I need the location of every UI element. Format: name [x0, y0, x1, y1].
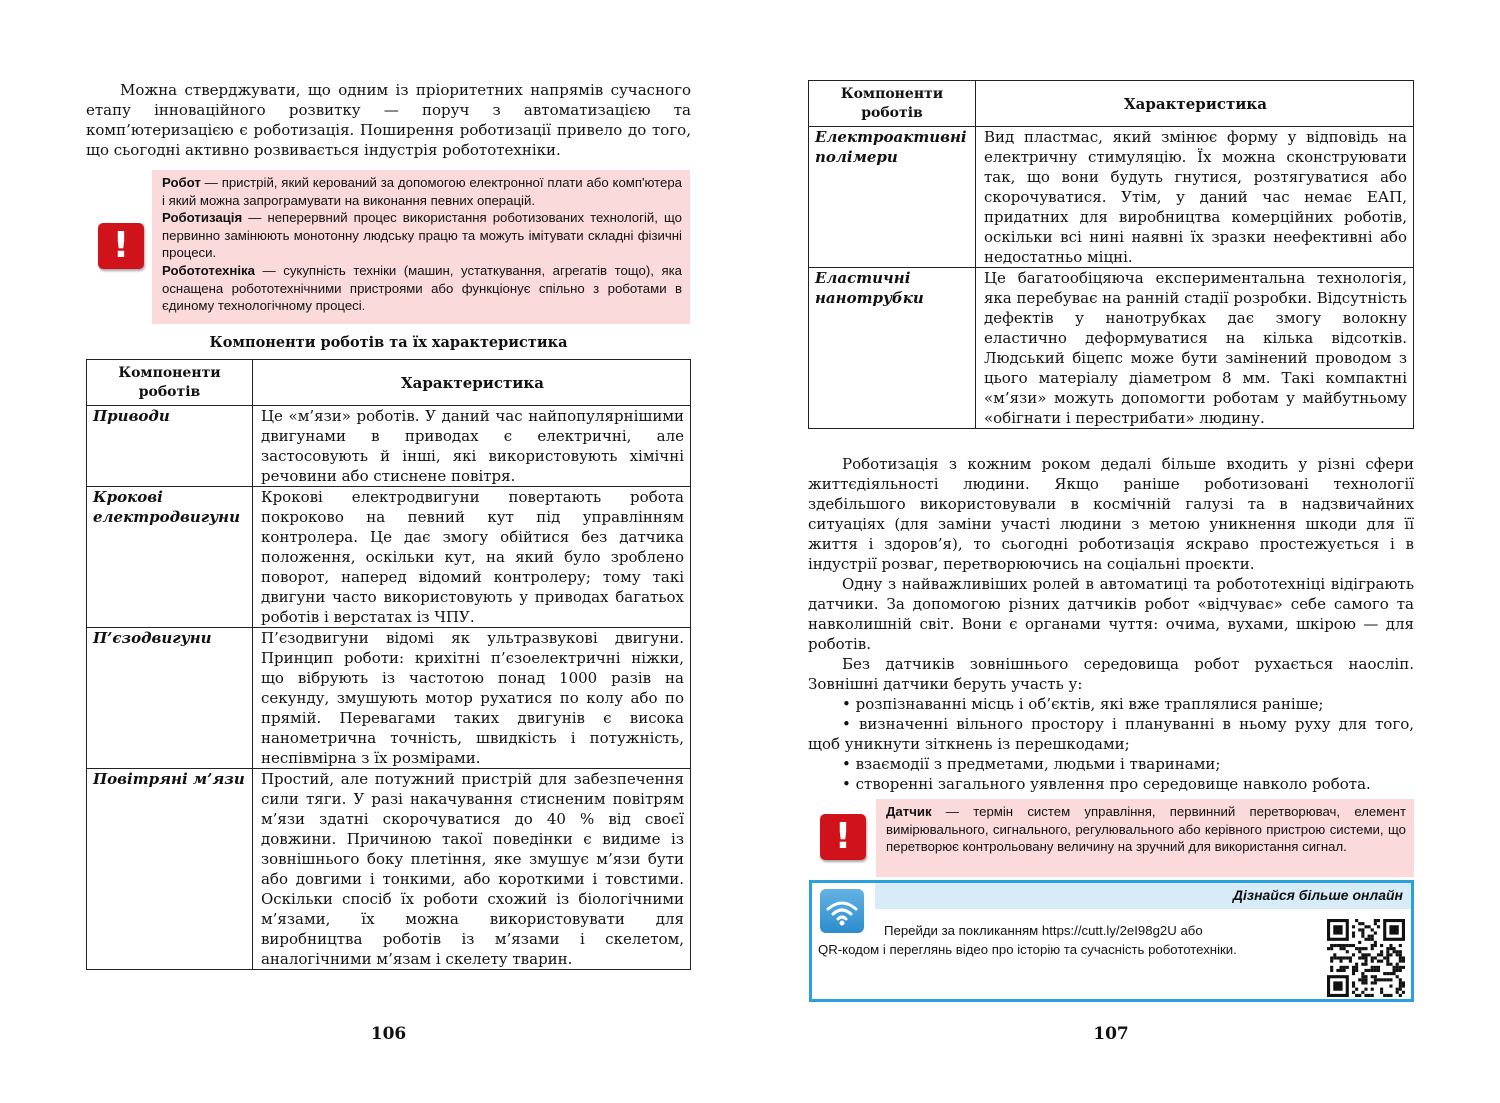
row-description: Це багатообіцяюча експериментальна технологія, яка перебуває на ранній стадії розробки. Відсутність дефектів у нанотрубках дає змогу волокну еластично деформуватися на кілька відсотків. Людський біцепс може бути замінений проводом з цього матеріалу діаметром 8 мм. Такі компактні «м’язи» можуть допомогти роботам у майбутньому «обігнати і перестрибати» людину. [975, 268, 1413, 429]
table-row [87, 628, 691, 769]
row-description: П’єзодвигуни відомі як ультразвукові двигуни. Принцип роботи: крихітні п’єзоелектричні ніжки, що вібрують із частотою понад 1000 разів на секунду, змушують мотор рухатися по колу або по прямій. Перевагами таких двигунів є висока нанометрична точність, швидкість і потужність, неспівмірна з їх розмірами. [252, 628, 690, 769]
header-components: Компоненти роботів [87, 360, 253, 406]
row-name: Еластичні нанотрубки [809, 268, 976, 429]
online-link-line[interactable]: Перейди за покликанням https://cutt.ly/2eI98g2U або [884, 923, 1203, 938]
definition-robotics: Робототехніка — сукупність техніки (машин, устаткування, агрегатів тощо), яка оснащена робототехнічними пристроями або функціонує спільно з роботами в єдиному технологічному процесі. [162, 262, 682, 314]
exclamation-icon [98, 223, 144, 269]
exclamation-icon [820, 814, 866, 860]
row-name: П’єзодвигуни [87, 628, 253, 769]
online-title: Дізнайся більше онлайн [1232, 887, 1403, 903]
row-description: Простий, але потужний пристрій для забезпечення сили тяги. У разі накачування стисненим повітрям м’язи здатні скорочуватися до 40 % від своєї довжини. Причиною такої поведінки є видиме із зовнішнього боку плетіння, яке змушує м’язи бути або довгими і тонкими, або короткими і товстими. Оскільки спосіб їх роботи схожий із біологічними м’язами, їх можна використовувати для виробництва роботів із м’язами і скелетом, аналогічними м’язам і скелету тварин. [252, 769, 690, 970]
paragraph-external-sensors: Без датчиків зовнішнього середовища робот рухається наосліп. Зовнішні датчики беруть участь у: [808, 655, 1414, 693]
row-description: Крокові електродвигуни повертають робота покроково на певний кут під управлінням контролера. Це дає змогу обійтися без датчика положення, оскільки кут, на який було зроблено поворот, наперед відомий контролеру; тому такі двигуни часто використовують у приводах багатьох роботів і верстатах із ЧПУ. [252, 487, 690, 628]
paragraph-sensors: Одну з найважливіших ролей в автоматиці та робототехніці відіграють датчики. За допомогою різних датчиків робот «відчуває» себе самого та навколишній світ. Вони є органами чуття: очима, вухами, шкірою — для роботів. [808, 575, 1414, 653]
row-description: Вид пластмас, який змінює форму у відповідь на електричну стимуляцію. Їх можна сконструювати так, що вони будуть гнутися, розтягуватися або скорочуватися. Утім, у даний час немає ЕАП, придатних для виробництва комерційних роботів, оскільки всі нині наявні їх зразки неефективні або недостатньо міцні. [975, 127, 1413, 268]
definition-box [152, 170, 690, 324]
components-table-right [808, 80, 1414, 429]
row-name: Повітряні м’язи [87, 769, 253, 970]
header-characteristics: Характеристика [975, 81, 1413, 127]
table-row [87, 406, 691, 487]
paragraph-robotization: Роботизація з кожним роком дедалі більше входить у різні сфери життєдіяльності людини. Якщо раніше роботизовані технології здебільшого використовували в космічній галузі та в надзвичайних ситуаціях (для заміни участі людини з метою уникнення шкоди для її життя і здоров’я), то сьогодні роботизація яскраво простежується і в індустрії розваг, перетворюючись на соціальні проєкти. [808, 455, 1414, 573]
bullet-item: • взаємодії з предметами, людьми і тваринами; [842, 755, 1221, 773]
header-components: Компоненти роботів [809, 81, 976, 127]
row-name: Крокові електродвигуни [87, 487, 253, 628]
definition-robot: Робот — пристрій, який керований за допомогою електронної плати або комп'ютера і який можна запрограмувати на виконання певних операцій. [162, 175, 682, 208]
table-row [809, 268, 1414, 429]
online-text-line: QR-кодом і переглянь відео про історію та сучасність робототехніки. [818, 942, 1237, 957]
table-row [87, 769, 691, 970]
table-header-row [809, 81, 1414, 127]
table-row [809, 127, 1414, 268]
components-table-left [86, 359, 691, 970]
bullet-item: • розпізнаванні місць і об’єктів, які вже траплялися раніше; [842, 695, 1324, 713]
page-number-right: 107 [1093, 1024, 1129, 1044]
definition-sensor: Датчик — термін систем управління, первинний перетворювач, елемент вимірювального, сигнального, регулювального або керівного пристрою системи, що перетворює контрольовану величину на зручний для використання сигнал. [886, 804, 1406, 855]
bullet-item: • створенні загального уявлення про середовище навколо робота. [842, 775, 1371, 793]
online-text [818, 921, 1318, 959]
table-header-row [87, 360, 691, 406]
table-row [87, 487, 691, 628]
row-name: Електроактивні полімери [809, 127, 976, 268]
online-resources-box [809, 880, 1414, 1002]
online-header-bar [875, 883, 1411, 909]
definition-box-sensor [876, 799, 1414, 877]
intro-paragraph: Можна стверджувати, що одним із пріоритетних напрямів сучасного етапу інноваційного розвитку — поруч з автоматизацією та комп’ютеризацією є роботизація. Поширення роботизації привело до того, що сьогодні активно розвивається індустрія робототехніки. [86, 81, 691, 159]
bullet-item: • визначенні вільного простору і плануванні в ньому руху для того, щоб уникнути зіткнень із перешкодами; [808, 715, 1414, 753]
qr-code[interactable] [1327, 919, 1405, 997]
row-name: Приводи [87, 406, 253, 487]
header-characteristics: Характеристика [252, 360, 690, 406]
table-caption: Компоненти роботів та їх характеристика [209, 334, 568, 351]
page-number-left: 106 [370, 1024, 407, 1044]
row-description: Це «м’язи» роботів. У даний час найпопулярнішими двигунами в приводах є електричні, але застосовують й інші, які використовують хімічні речовини або стиснене повітря. [252, 406, 690, 487]
definition-robotization: Роботизація — неперервний процес використання роботизованих технологій, що первинно замінюють монотонну людську працю та можуть імітувати складні фізичні процеси. [162, 210, 682, 261]
